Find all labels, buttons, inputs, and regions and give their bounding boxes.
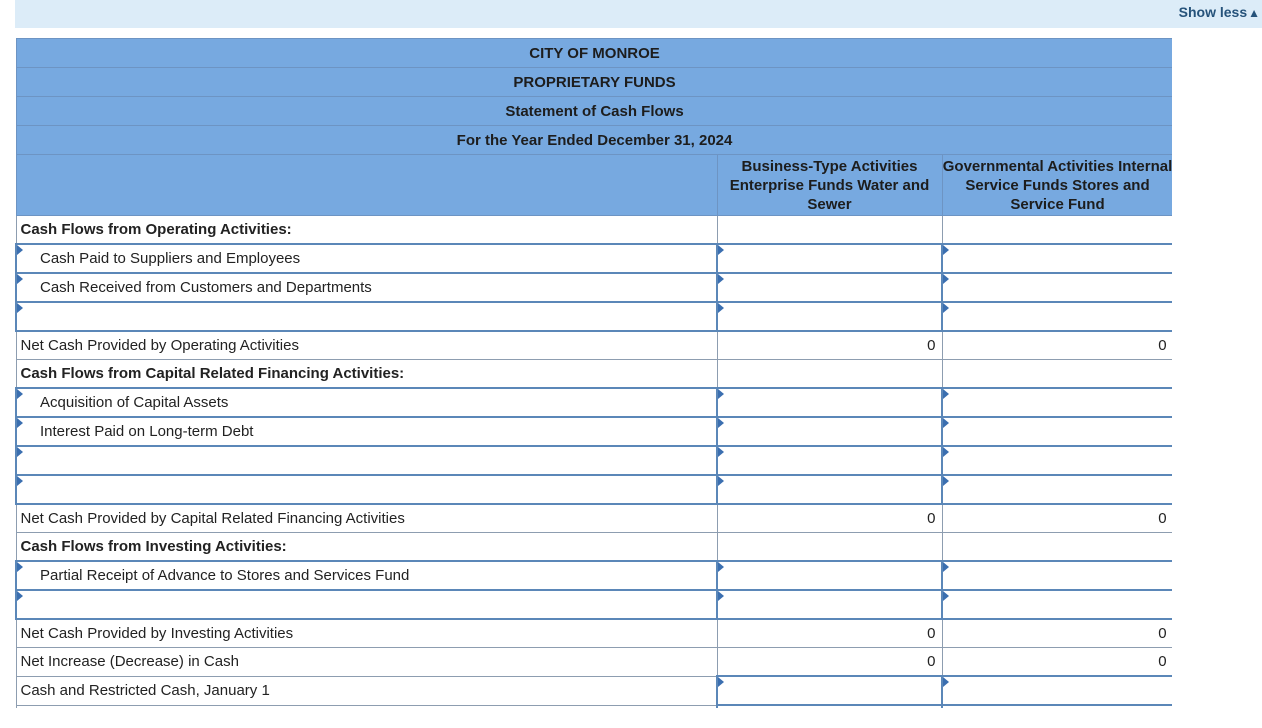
table-row bbox=[16, 417, 1172, 446]
entity-name: CITY OF MONROE bbox=[16, 39, 1172, 68]
table-row bbox=[16, 590, 1172, 619]
input-gov-capital-blank-2[interactable] bbox=[942, 475, 1172, 504]
row-label-text: Partial Receipt of Advance to Stores and Services Fund bbox=[40, 567, 410, 584]
table-row bbox=[16, 216, 1172, 245]
column-header-blank bbox=[16, 155, 717, 216]
input-bta-beginning-cash[interactable] bbox=[717, 676, 942, 705]
input-marker-icon bbox=[718, 389, 724, 399]
row-label-net-investing: Net Cash Provided by Investing Activities bbox=[16, 619, 717, 648]
show-less-label: Show less bbox=[1178, 4, 1248, 20]
blank-cell bbox=[942, 216, 1172, 245]
input-marker-icon bbox=[718, 245, 724, 255]
input-marker-icon bbox=[943, 245, 949, 255]
row-label-beginning-cash: Cash and Restricted Cash, January 1 bbox=[16, 676, 717, 705]
input-bta-acquisition-capital-assets[interactable] bbox=[717, 388, 942, 417]
input-bta-cash-paid-suppliers[interactable] bbox=[717, 244, 942, 273]
input-marker-icon bbox=[943, 418, 949, 428]
dropdown-marker-icon bbox=[17, 418, 23, 428]
input-bta-partial-receipt-advance[interactable] bbox=[717, 561, 942, 590]
value-bta-net-capital: 0 bbox=[717, 504, 942, 533]
row-label-text: Interest Paid on Long-term Debt bbox=[40, 423, 254, 440]
input-marker-icon bbox=[943, 677, 949, 687]
row-label-acquisition-capital-assets[interactable] bbox=[16, 388, 717, 417]
value-gov-net-capital: 0 bbox=[942, 504, 1172, 533]
dropdown-marker-icon bbox=[17, 274, 23, 284]
fund-type: PROPRIETARY FUNDS bbox=[16, 68, 1172, 97]
input-bta-cut-off[interactable] bbox=[717, 705, 942, 708]
show-less-toggle[interactable] bbox=[1179, 4, 1260, 20]
input-marker-icon bbox=[943, 274, 949, 284]
input-gov-cash-received-customers[interactable] bbox=[942, 273, 1172, 302]
row-label-net-operating: Net Cash Provided by Operating Activities bbox=[16, 331, 717, 360]
table-row bbox=[16, 619, 1172, 648]
table-row bbox=[16, 331, 1172, 360]
section-header-investing: Cash Flows from Investing Activities: bbox=[16, 533, 717, 562]
table-row bbox=[16, 705, 1172, 708]
blank-cell bbox=[717, 533, 942, 562]
input-gov-partial-receipt-advance[interactable] bbox=[942, 561, 1172, 590]
statement-title: Statement of Cash Flows bbox=[16, 97, 1172, 126]
input-marker-icon bbox=[718, 476, 724, 486]
input-marker-icon bbox=[718, 447, 724, 457]
row-label-partial-receipt-advance[interactable] bbox=[16, 561, 717, 590]
input-bta-capital-blank-2[interactable] bbox=[717, 475, 942, 504]
blank-cell bbox=[717, 216, 942, 245]
input-gov-cut-off[interactable] bbox=[942, 705, 1172, 708]
row-label-text: Cash Paid to Suppliers and Employees bbox=[40, 250, 301, 267]
dropdown-marker-icon bbox=[17, 245, 23, 255]
input-gov-cash-paid-suppliers[interactable] bbox=[942, 244, 1172, 273]
row-label-net-capital: Net Cash Provided by Capital Related Financing Activities bbox=[16, 504, 717, 533]
dropdown-marker-icon bbox=[17, 389, 23, 399]
dropdown-marker-icon bbox=[17, 447, 23, 457]
row-label-text: Cash Received from Customers and Departments bbox=[40, 279, 372, 296]
row-label-cash-received-customers[interactable] bbox=[16, 273, 717, 302]
statement-table bbox=[15, 38, 1172, 708]
value-bta-net-investing: 0 bbox=[717, 619, 942, 648]
table-row bbox=[16, 533, 1172, 562]
input-marker-icon bbox=[718, 274, 724, 284]
table-row bbox=[16, 388, 1172, 417]
input-bta-capital-blank-1[interactable] bbox=[717, 446, 942, 475]
input-marker-icon bbox=[943, 303, 949, 313]
input-bta-investing-blank[interactable] bbox=[717, 590, 942, 619]
table-row bbox=[16, 504, 1172, 533]
input-marker-icon bbox=[943, 562, 949, 572]
input-gov-acquisition-capital-assets[interactable] bbox=[942, 388, 1172, 417]
row-label-text: Acquisition of Capital Assets bbox=[40, 394, 229, 411]
blank-cell bbox=[942, 360, 1172, 389]
cash-flow-statement bbox=[15, 38, 1172, 708]
input-marker-icon bbox=[943, 389, 949, 399]
input-gov-investing-blank[interactable] bbox=[942, 590, 1172, 619]
value-gov-net-investing: 0 bbox=[942, 619, 1172, 648]
row-label-cut-off bbox=[16, 705, 717, 708]
input-bta-interest-paid[interactable] bbox=[717, 417, 942, 446]
row-label-interest-paid[interactable] bbox=[16, 417, 717, 446]
header-row-fund-type bbox=[16, 68, 1172, 97]
header-row-period bbox=[16, 126, 1172, 155]
value-bta-net-operating: 0 bbox=[717, 331, 942, 360]
row-label-capital-blank-2[interactable] bbox=[16, 475, 717, 504]
triangle-up-icon: ▲ bbox=[1248, 6, 1260, 20]
row-label-operating-blank[interactable] bbox=[16, 302, 717, 331]
input-marker-icon bbox=[718, 591, 724, 601]
table-row bbox=[16, 561, 1172, 590]
statement-period: For the Year Ended December 31, 2024 bbox=[16, 126, 1172, 155]
input-marker-icon bbox=[718, 418, 724, 428]
input-gov-operating-blank[interactable] bbox=[942, 302, 1172, 331]
dropdown-marker-icon bbox=[17, 476, 23, 486]
blank-cell bbox=[717, 360, 942, 389]
blank-cell bbox=[942, 533, 1172, 562]
input-gov-capital-blank-1[interactable] bbox=[942, 446, 1172, 475]
input-bta-operating-blank[interactable] bbox=[717, 302, 942, 331]
input-marker-icon bbox=[943, 476, 949, 486]
row-label-capital-blank-1[interactable] bbox=[16, 446, 717, 475]
header-row-title bbox=[16, 97, 1172, 126]
table-row bbox=[16, 648, 1172, 677]
input-marker-icon bbox=[718, 562, 724, 572]
row-label-cash-paid-suppliers[interactable] bbox=[16, 244, 717, 273]
table-row bbox=[16, 360, 1172, 389]
input-marker-icon bbox=[943, 591, 949, 601]
column-header-governmental: Governmental Activities Internal Service Funds Stores and Service Fund bbox=[942, 155, 1172, 216]
table-row bbox=[16, 446, 1172, 475]
top-bar bbox=[15, 0, 1262, 28]
dropdown-marker-icon bbox=[17, 591, 23, 601]
input-marker-icon bbox=[718, 677, 724, 687]
value-gov-net-change-cash: 0 bbox=[942, 648, 1172, 677]
value-bta-net-change-cash: 0 bbox=[717, 648, 942, 677]
input-gov-interest-paid[interactable] bbox=[942, 417, 1172, 446]
input-bta-cash-received-customers[interactable] bbox=[717, 273, 942, 302]
header-row-entity bbox=[16, 39, 1172, 68]
section-header-capital: Cash Flows from Capital Related Financing Activities: bbox=[16, 360, 717, 389]
input-marker-icon bbox=[943, 447, 949, 457]
dropdown-marker-icon bbox=[17, 303, 23, 313]
column-header-row bbox=[16, 155, 1172, 216]
dropdown-marker-icon bbox=[17, 562, 23, 572]
column-header-business-type: Business-Type Activities Enterprise Funds Water and Sewer bbox=[717, 155, 942, 216]
table-row bbox=[16, 475, 1172, 504]
input-marker-icon bbox=[718, 303, 724, 313]
row-label-net-change-cash: Net Increase (Decrease) in Cash bbox=[16, 648, 717, 677]
section-header-operating: Cash Flows from Operating Activities: bbox=[16, 216, 717, 245]
input-gov-beginning-cash[interactable] bbox=[942, 676, 1172, 705]
table-row bbox=[16, 302, 1172, 331]
row-label-investing-blank[interactable] bbox=[16, 590, 717, 619]
table-row bbox=[16, 273, 1172, 302]
table-row bbox=[16, 676, 1172, 705]
value-gov-net-operating: 0 bbox=[942, 331, 1172, 360]
table-row bbox=[16, 244, 1172, 273]
